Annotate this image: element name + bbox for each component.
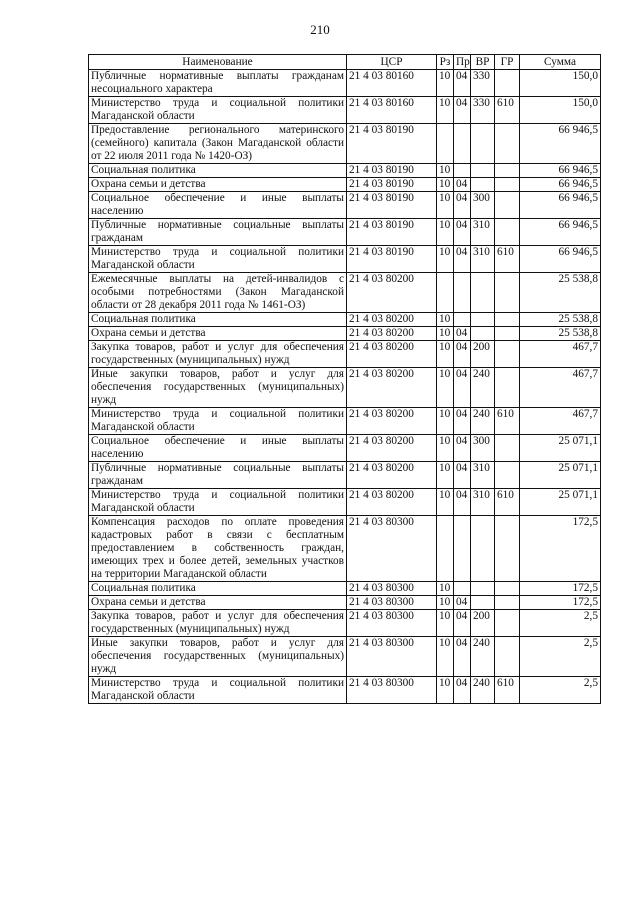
cell-csr: 21 4 03 80300 [347,596,437,610]
cell-rz: 10 [437,637,454,677]
cell-gr [495,164,520,178]
cell-pr: 04 [454,408,471,435]
cell-name: Публичные нормативные социальные выплаты гражданам [89,462,347,489]
cell-vr [471,327,495,341]
cell-pr [454,313,471,327]
cell-name: Министерство труда и социальной политики Магаданской области [89,408,347,435]
cell-sum: 172,5 [520,516,601,582]
table-row [89,273,601,313]
table-row [89,489,601,516]
cell-name: Социальная политика [89,313,347,327]
cell-vr: 300 [471,435,495,462]
cell-csr: 21 4 03 80190 [347,246,437,273]
cell-pr: 04 [454,677,471,704]
table-row [89,677,601,704]
cell-gr [495,368,520,408]
cell-name: Предоставление регионального материнского (семейного) капитала (Закон Магаданской области от 22 июля 2011 года № 1420-ОЗ) [89,124,347,164]
cell-name: Министерство труда и социальной политики Магаданской области [89,246,347,273]
cell-sum: 66 946,5 [520,192,601,219]
cell-pr: 04 [454,70,471,97]
cell-pr: 04 [454,219,471,246]
cell-csr: 21 4 03 80200 [347,273,437,313]
cell-rz: 10 [437,368,454,408]
cell-csr: 21 4 03 80300 [347,677,437,704]
cell-vr: 310 [471,219,495,246]
cell-rz: 10 [437,192,454,219]
cell-pr [454,164,471,178]
table-row [89,313,601,327]
table-row [89,408,601,435]
cell-vr [471,178,495,192]
cell-csr: 21 4 03 80300 [347,610,437,637]
cell-csr: 21 4 03 80200 [347,313,437,327]
cell-vr [471,124,495,164]
table-row [89,164,601,178]
cell-gr [495,273,520,313]
cell-vr [471,516,495,582]
table-row [89,637,601,677]
cell-pr: 04 [454,368,471,408]
cell-sum: 66 946,5 [520,178,601,192]
header-vr: ВР [471,55,495,70]
cell-csr: 21 4 03 80200 [347,368,437,408]
cell-csr: 21 4 03 80190 [347,124,437,164]
cell-pr [454,516,471,582]
cell-vr: 310 [471,489,495,516]
cell-gr [495,124,520,164]
cell-rz: 10 [437,70,454,97]
cell-rz: 10 [437,327,454,341]
cell-gr: 610 [495,408,520,435]
table-row [89,327,601,341]
cell-name: Охрана семьи и детства [89,596,347,610]
cell-csr: 21 4 03 80190 [347,192,437,219]
cell-rz: 10 [437,164,454,178]
cell-rz: 10 [437,178,454,192]
cell-rz [437,516,454,582]
cell-sum: 150,0 [520,97,601,124]
cell-pr: 04 [454,246,471,273]
cell-csr: 21 4 03 80160 [347,97,437,124]
table-row [89,596,601,610]
table-row [89,97,601,124]
cell-sum: 150,0 [520,70,601,97]
header-csr: ЦСР [347,55,437,70]
budget-table [88,54,601,704]
table-row [89,341,601,368]
cell-rz: 10 [437,610,454,637]
header-pr: Пр [454,55,471,70]
cell-vr [471,582,495,596]
cell-name: Закупка товаров, работ и услуг для обеспечения государственных (муниципальных) нужд [89,341,347,368]
cell-sum: 25 538,8 [520,313,601,327]
table-row [89,192,601,219]
table-row [89,178,601,192]
cell-name: Компенсация расходов по оплате проведения кадастровых работ в связи с бесплатным предоставлением в собственность граждан, имеющих трех и более детей, земельных участков на территории Магаданской области [89,516,347,582]
cell-sum: 66 946,5 [520,124,601,164]
cell-sum: 2,5 [520,677,601,704]
cell-gr [495,327,520,341]
cell-sum: 467,7 [520,341,601,368]
cell-gr [495,435,520,462]
cell-vr: 300 [471,192,495,219]
table-row [89,610,601,637]
cell-csr: 21 4 03 80300 [347,582,437,596]
cell-name: Социальное обеспечение и иные выплаты населению [89,192,347,219]
cell-sum: 467,7 [520,408,601,435]
cell-pr: 04 [454,462,471,489]
cell-vr: 310 [471,246,495,273]
cell-rz: 10 [437,341,454,368]
cell-rz: 10 [437,313,454,327]
cell-pr: 04 [454,435,471,462]
cell-csr: 21 4 03 80190 [347,219,437,246]
cell-name: Иные закупки товаров, работ и услуг для обеспечения государственных (муниципальных) нужд [89,637,347,677]
cell-rz: 10 [437,596,454,610]
cell-rz: 10 [437,677,454,704]
cell-gr [495,582,520,596]
cell-rz: 10 [437,582,454,596]
cell-vr [471,313,495,327]
cell-gr: 610 [495,97,520,124]
cell-gr [495,219,520,246]
page-number: 210 [310,22,330,37]
cell-gr [495,341,520,368]
cell-sum: 25 071,1 [520,489,601,516]
cell-pr: 04 [454,97,471,124]
cell-sum: 25 538,8 [520,327,601,341]
cell-pr: 04 [454,178,471,192]
cell-sum: 172,5 [520,582,601,596]
header-gr: ГР [495,55,520,70]
cell-vr: 240 [471,637,495,677]
cell-sum: 172,5 [520,596,601,610]
cell-pr: 04 [454,341,471,368]
cell-gr [495,610,520,637]
cell-rz: 10 [437,489,454,516]
cell-vr: 240 [471,677,495,704]
cell-pr [454,582,471,596]
cell-gr: 610 [495,489,520,516]
cell-vr: 330 [471,70,495,97]
cell-sum: 25 071,1 [520,462,601,489]
cell-rz: 10 [437,97,454,124]
cell-csr: 21 4 03 80190 [347,178,437,192]
cell-name: Иные закупки товаров, работ и услуг для обеспечения государственных (муниципальных) нужд [89,368,347,408]
cell-csr: 21 4 03 80200 [347,462,437,489]
cell-name: Министерство труда и социальной политики Магаданской области [89,489,347,516]
cell-csr: 21 4 03 80200 [347,408,437,435]
cell-rz: 10 [437,435,454,462]
cell-rz: 10 [437,219,454,246]
cell-vr [471,596,495,610]
cell-name: Социальная политика [89,164,347,178]
cell-vr: 200 [471,610,495,637]
cell-csr: 21 4 03 80200 [347,489,437,516]
header-row [89,55,601,70]
cell-gr [495,637,520,677]
cell-pr [454,273,471,313]
cell-gr [495,462,520,489]
cell-vr: 330 [471,97,495,124]
cell-pr: 04 [454,596,471,610]
table-row [89,70,601,97]
cell-rz: 10 [437,462,454,489]
cell-pr: 04 [454,489,471,516]
header-sum: Сумма [520,55,601,70]
cell-gr: 610 [495,246,520,273]
cell-vr: 310 [471,462,495,489]
cell-gr [495,70,520,97]
cell-gr [495,178,520,192]
cell-gr: 610 [495,677,520,704]
cell-name: Социальное обеспечение и иные выплаты населению [89,435,347,462]
cell-csr: 21 4 03 80200 [347,327,437,341]
cell-gr [495,313,520,327]
cell-pr: 04 [454,192,471,219]
cell-sum: 66 946,5 [520,246,601,273]
cell-name: Охрана семьи и детства [89,327,347,341]
cell-rz: 10 [437,408,454,435]
cell-vr: 200 [471,341,495,368]
table-row [89,582,601,596]
cell-csr: 21 4 03 80300 [347,637,437,677]
cell-rz [437,273,454,313]
cell-rz: 10 [437,246,454,273]
table-row [89,124,601,164]
header-name: Наименование [89,55,347,70]
cell-csr: 21 4 03 80300 [347,516,437,582]
table-row [89,435,601,462]
cell-sum: 25 071,1 [520,435,601,462]
cell-vr: 240 [471,408,495,435]
cell-name: Закупка товаров, работ и услуг для обеспечения государственных (муниципальных) нужд [89,610,347,637]
cell-pr: 04 [454,637,471,677]
cell-gr [495,192,520,219]
cell-rz [437,124,454,164]
cell-name: Министерство труда и социальной политики Магаданской области [89,677,347,704]
header-rz: Рз [437,55,454,70]
cell-csr: 21 4 03 80190 [347,164,437,178]
cell-name: Публичные нормативные социальные выплаты гражданам [89,219,347,246]
cell-name: Социальная политика [89,582,347,596]
cell-sum: 66 946,5 [520,164,601,178]
table-row [89,219,601,246]
cell-sum: 2,5 [520,637,601,677]
cell-name: Охрана семьи и детства [89,178,347,192]
cell-csr: 21 4 03 80200 [347,435,437,462]
cell-gr [495,516,520,582]
cell-vr [471,164,495,178]
cell-name: Ежемесячные выплаты на детей-инвалидов с особыми потребностями (Закон Магаданской области от 28 декабря 2011 года № 1461-ОЗ) [89,273,347,313]
cell-sum: 66 946,5 [520,219,601,246]
cell-csr: 21 4 03 80200 [347,341,437,368]
cell-pr: 04 [454,610,471,637]
cell-vr: 240 [471,368,495,408]
cell-name: Министерство труда и социальной политики Магаданской области [89,97,347,124]
table-row [89,368,601,408]
cell-gr [495,596,520,610]
cell-pr: 04 [454,327,471,341]
table-row [89,516,601,582]
cell-sum: 2,5 [520,610,601,637]
cell-vr [471,273,495,313]
cell-sum: 25 538,8 [520,273,601,313]
cell-name: Публичные нормативные выплаты гражданам несоциального характера [89,70,347,97]
cell-sum: 467,7 [520,368,601,408]
cell-pr [454,124,471,164]
table-row [89,462,601,489]
cell-csr: 21 4 03 80160 [347,70,437,97]
table-row [89,246,601,273]
